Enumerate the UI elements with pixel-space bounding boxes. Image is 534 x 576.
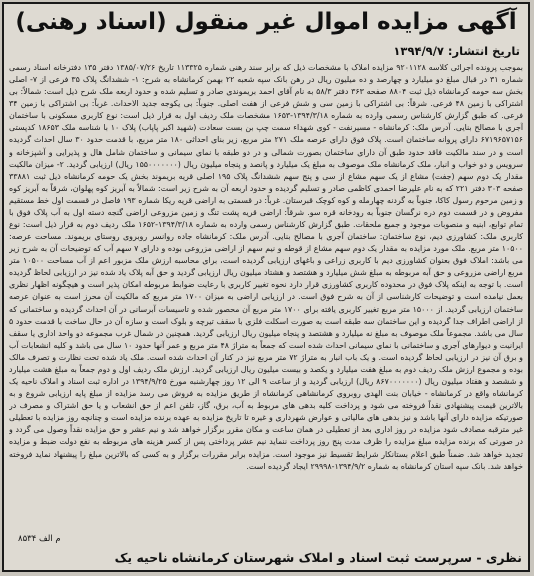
reference-number: م الف ۸۵۳۴	[18, 534, 61, 544]
publish-date: تاریخ انتشار: ۱۳۹۴/۹/۷	[393, 44, 520, 58]
signature-line: نظری - سرپرست ثبت اسناد و املاک شهرستان کرمانشاه ناحیه یک	[114, 550, 522, 565]
auction-notice	[2, 2, 530, 572]
notice-body: بموجب پرونده اجرائی کلاسه ۹۲۰۱۱۲۸ مزایده املاک با مشخصات ذیل که برابر سند رهنی شماره ۱۱۳۳۲۵ تاریخ ۱۳۸۵/۰۷/۲۶ دفتر ۱۳۵ دفترخانه اسناد رسمی شماره ۳۱ در قبال مبلغ دو میلیارد و چهارصد و ده میلیون ریال در رهن بانک سپه شعبه ۲۲ بهمن کرمانشاه به شرح: ۱- ششدانگ پلاک ۳۵ فرعی از ۷- اصلی بخش سه حومه کرمانشاه ذیل ثبت ۸۸۰۴ صفحه ۳۶۳ دفتر ۵۸/۳ به نام آقای احمد بریموندی صادر و تسلیم شده و حدود اربعه ملک شرح ذیل است: شمالاً: بی اشتراکی با زمین ۴۸ فرعی. شرقاً: بی اشتراکی با زمین سی و شش فرعی از هفت اصلی. جنوباً: بی یکوجه جدید الاحداث. غرباً: بی اشتراکی با زمین ۳۴ فرعی. که طبق گزارش کارشناس رسمی وارده به شماره ۱۳۹۴/۳/۱۸-۱۶۵۳ مشخصات ملک ردیف اول به قرار ذیل است: نوع کاربری مسکونی با ساختمان آجری با مصالح بنایی. آدرس ملک: کرمانشاه - مسیرنفت - کوی شهداء سمت چپ بن بست سعادت (شهید اکبر پاپاب) پلاک ۱۰ با شناسه ملک ۱۸۶۵۳ کدپستی ۶۷۱۹۶۵۷۱۵۶ دارای پروانه ساختمان است. پلاک فوق دارای عرصه ملک ۲۷۱ متر مربع، زیر بنای احداثی ۱۸۰ متر مربع، با قدمت حدود ۳۰ سال احداث گردیده است و در سند مالکیت فاقد حدود طبق آن دارای ساختمان بصورت شمالی و در دو طبقه با نمای سیمانی و ساختمان شامل هال و پذیرایی و آشپزخانه و سرویس و دو خواب و انبار، ملک کرمانشاه ملک موصوف به مبلغ یک میلیارد و پانصد و پنجاه میلیون ریال (۱۵۵۰۰۰۰۰۰۰ ریال) ارزیابی گردید. ۲- میزان مالکیت مقدار یک دوم سهم (جفت) مشاع از یک سهم مشاع از سی و پنج سهم ششدانگ پلاک ۱۹۵ اصلی قریه بریموند بخش یک حومه کرمانشاه ذیل ثبت ۳۳۸۸۱ صفحه ۳۰۳ دفتر ۲۲۱ که به نام علیرضا احمدی کاظمی صادر و تسلیم گردیده و حدود اربعه آن به شرح زیر است: شمالاً به آبریز کوه پهلوان، شرقاً به آبریز کوه و زمین مرحوم رسول کاکا، جنوباً به گردنه چهارمله و کوه کوچک قبرستان. غرباً: در قسمتی به اراضی قریه ریکا شماره ۱۹۳ فاصل در قسمت اول خط مستقیم مفروض و در قسمت دوم دره نرگسان جنوباً به رودخانه قره سو. شرقاً: اراضی قریه پشت تنگ و زمین مزروعی اراضی گنجه دسته اول به آب پلاک فوق با تمام توابع، ابنیه و منصوبات موجود و جمیع ملحقات. طبق گزارش کارشناس رسمی وارده به شماره ۱۳۹۴/۳/۱۸-۱۶۵۲ ملک ردیف دوم به قرار ذیل است: نوع کاربری ملک: کشاورزی دیم، نوع ساختمان: ساختمان آجری با مصالح بنایی. آدرس ملک: کرمانشاه جاده روانسر روبروی روستای بریموند. مساحت عرصه: ۱۰۵۰۰ متر مربع. ملک مورد مزایده به مقدار یک دوم سهم مشاع از قوطه و نیم سهم از اراضی مزروعی بوده و دارای ۷ سهم آب که توضیحات آن به شرح زیر می باشد: املاک فوق بعنوان کشاورزی دیم با کاربری زراعی و باغهای ارزیابی گردیده است، برای محاسبه ارزش ملک مزبور اعم از آب مساحت ۱۰۵۰۰ متر مربع اراضی مزروعی و حق آبه مربوطه به مبلغ شش میلیارد و هشتصد و هشتاد میلیون ریال ارزیابی گردید و حق آبه پلاک یاد شده نیز در ارزیابی لحاظ گردیده است. با توجه به اینکه پلاک فوق در محدوده کاربری کشاورزی قرار دارد نحوه تغییر کاربری با رعایت ضوابط مربوطه امکان پذیر است و هیچگونه اظهار نظری بعمل نیامده است و توضیحات کارشناسی از آن به شرح فوق است. در ارزیابی اراضی به میزان ۱۷۰۰ متر مربع که مالکیت آن محرز است به عنوان عرصه ساختمان ارزیابی گردید. از ۱۵۰۰۰ متر مربع تغییر کاربری یافته برای ۱۷۰۰ متر مربع آن محصور شده و تاسیسات آبرسانی در آن احداث گردیده و ساختمانی که از اراضی اطراف جدا گردیده و این ساختمان سه طبقه است به صورت اسکلت فلزی با سقف تیرچه و بلوک است و سازه آن در حال ساخت با قدمت حدود ۵ سال می باشد. مجموعاً ملک موصوف به مبلغ نه میلیارد و هشتصد و پنجاه میلیون ریال ارزیابی گردید. همچنین در شمال غرب مجموعه دو واحد اداری یا سقف ایرانیت و دیوارهای آجری و ساختمانی با نمای سیمانی احداث شده است که جمعاً به متراژ ۴۸ متر مربع و عمر آنها حدود ۱۰ سال می باشد و کلیه انشعابات آب و برق آن نیز در ارزیابی لحاظ گردیده است. و یک باب انبار به متراژ ۷۲ متر مربع نیز در کنار آن احداث شده است. ملک یاد شده تحت نظارت و تصرف مالک بوده و مجموع ارزش ملک ردیف دوم به مبلغ هفت میلیارد و یکصد و بیست میلیون ریال ارزیابی گردید. ارزش ملک ردیف اول و دوم جمعاً به مبلغ هشت میلیارد و ششصد و هفتاد میلیون ریال (۸۶۷۰۰۰۰۰۰۰ ریال) ارزیابی گردید و از ساعت ۹ الی ۱۲ روز چهارشنبه مورخ ۱۳۹۴/۹/۲۵ در اداره ثبت اسناد و املاک ناحیه یک کرمانشاه واقع در کرمانشاه - خیابان بنت الهدی روبروی کرمانشاهی کرمانشاه از طریق مزایده به فروش می رسد مزایده از مبلغ پایه ارزیابی شروع و به بالاترین قیمت پیشنهادی نقداً فروخته می شود و پرداخت کلیه بدهی های مربوط به آب، برق، گاز، تلفن اعم از حق انشعاب و یا حق اشتراک و مصرف در صورتیکه مزایده دارای آنها باشد و نیز بدهی های مالیاتی و عوارض شهرداری و غیره تا تاریخ مزایده به عهده برنده مزایده است و چنانچه روز مزایده با تعطیلی غیر مترقبه مصادف شود مزایده در روز اداری بعد از تعطیلی در همان ساعت و مکان مقرر برگزار خواهد شد و نیم عشر و حق مزایده نقداً وصول می گردد و در صورتی که برنده مزایده مبلغ مزایده را ظرف مدت پنج روز پرداخت ننماید نیم عشر پرداختی پس از کسر هزینه های مربوطه به نفع دولت ضبط و مزایده تجدید خواهد شد. ضمناً طبق اعلام بستانکار شرایط تقسیط نیز موجود است. مزایده برابر مقررات برگزار و به کسی که بالاترین مبلغ را پیشنهاد نماید فروخته خواهد شد. بانک سپه استان کرمانشاه به شماره ۱۳۹۴/۹/۲-۲۹۹۹۸ ایجاد گردیده است.	[9, 63, 523, 471]
notice-title: آگهی مزایده اموال غیر منقول (اسناد رهنی)	[15, 9, 517, 35]
